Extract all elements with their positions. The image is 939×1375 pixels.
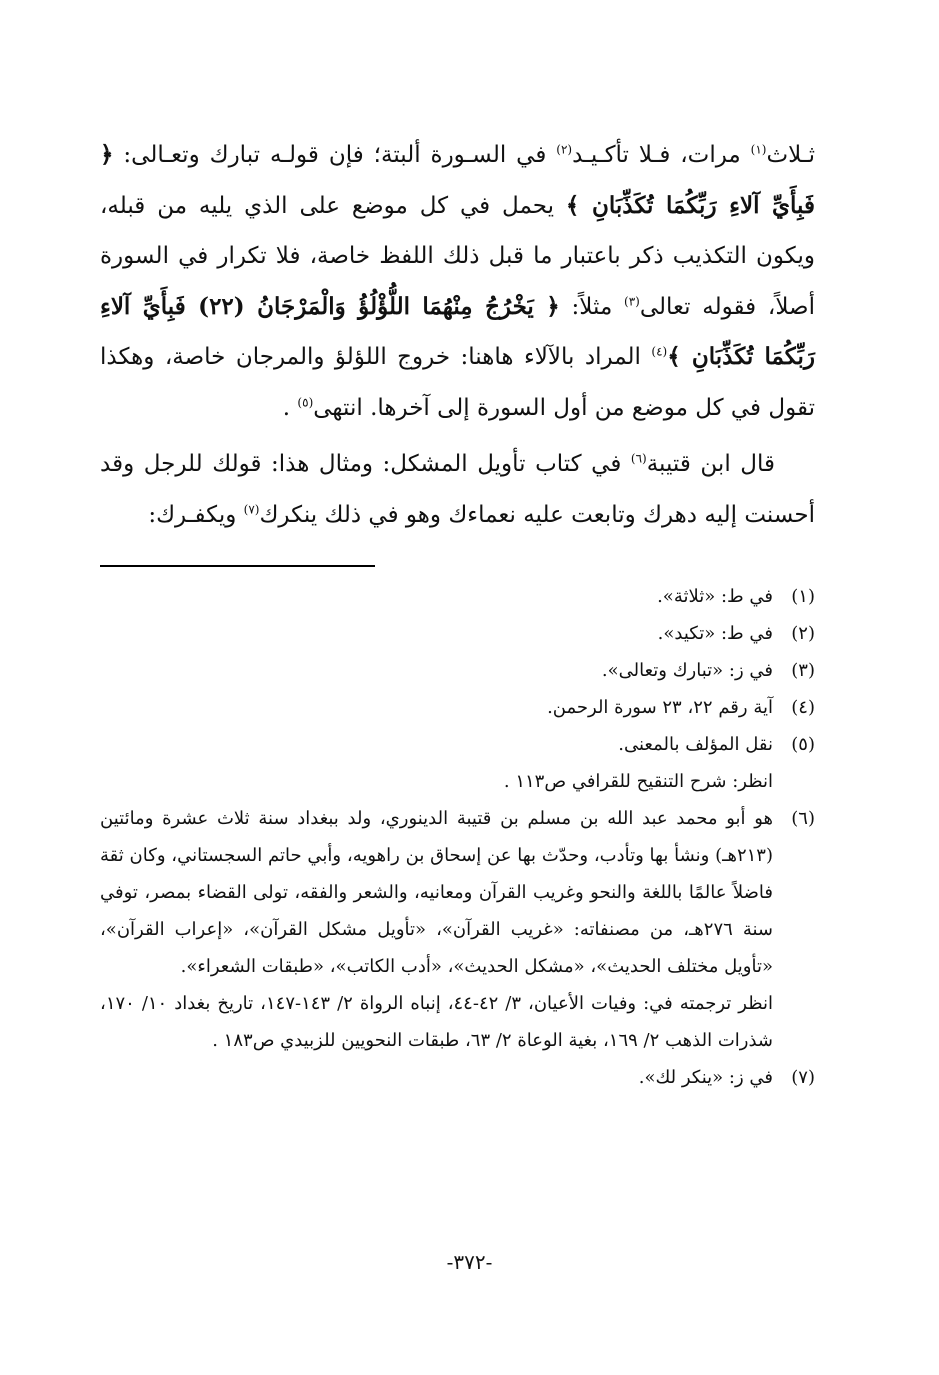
text-run: في السـورة ألبتة؛ فإن قولـه تبارك وتعـالى:: [113, 142, 557, 168]
text-run: قال ابن قتيبة: [646, 451, 775, 477]
footnote-4: [100, 689, 815, 726]
text-run: مثلاً:: [559, 293, 625, 320]
footnote-ref-5[interactable]: (٥): [297, 394, 314, 409]
footnote-6-reference: [100, 985, 815, 1059]
text-run: يحمل في كل موضع على الذي يليه من قبله، ويكون التكذيب ذكر باعتبار ما قبل ذلك اللفظ خاصة، فلا تكرار في السورة أصلاً، فقوله تعالى: [100, 192, 815, 320]
footnote-1: [100, 578, 815, 615]
footnote-6: [100, 800, 815, 985]
footnote-5-reference: [100, 763, 815, 800]
page-number: -٣٧٢-: [446, 1250, 493, 1274]
text-run: في كتاب تأويل المشكل: ومثال هذا: قولك للرجل وقد أحسنت إليه دهرك وتابعت عليه نعماءك وهو في ذلك ينكرك: [100, 451, 815, 528]
text-run: .: [282, 394, 298, 421]
footnote-text: هو أبو محمد عبد الله بن مسلم بن قتيبة الدينوري، ولد ببغداد سنة ثلاث عشرة ومائتين (٢١٣هـ) ونشأ بها وتأدب، وحدّث بها عن إسحاق بن راهويه، وأبي حاتم السجستاني، وكان ثقة فاضلاً عالمًا باللغة والنحو وغريب القرآن ومعانيه، والشعر والفقه، تولى القضاء بمصر، توفي سنة ٢٧٦هـ، من مصنفاته: «غريب القرآن»، «تأويل مشكل القرآن»، «إعراب القرآن»، «تأويل مختلف الحديث»، «مشكل الحديث»، «أدب الكاتب»، «طبقات الشعراء».: [100, 808, 774, 977]
footnote-number: (٦): [791, 808, 815, 829]
footnote-separator: [100, 565, 375, 567]
footnote-text: في ز: «تبارك وتعالى».: [601, 660, 773, 681]
quran-verse-1: ﴿ فَبِأَيِّ آلاءِ رَبِّكُمَا تُكَذِّبَانِ ﴾: [100, 141, 815, 219]
footnote-number: (٧): [791, 1067, 815, 1088]
footnote-text: آية رقم ٢٢، ٢٣ سورة الرحمن.: [547, 697, 773, 718]
footnote-3: [100, 652, 815, 689]
footnote-number: (٢): [791, 623, 815, 644]
footnote-2: [100, 615, 815, 652]
footnote-number: (٤): [791, 697, 815, 718]
footnote-7: [100, 1059, 815, 1096]
footnote-text: انظر ترجمته في: وفيات الأعيان، ٣/ ٤٢-٤٤، إنباه الرواة ٢/ ١٤٣-١٤٧، تاريخ بغداد ١٠/ ١٧٠، شذرات الذهب ٢/ ١٦٩، بغية الوعاة ٢/ ٦٣، طبقات النحويين للزبيدي ص١٨٣ .: [100, 993, 774, 1051]
text-run: ثـلاث: [766, 142, 815, 168]
text-run: ويكفـرك:: [148, 501, 244, 528]
footnote-ref-4[interactable]: (٤): [651, 344, 668, 359]
footnote-ref-3[interactable]: (٣): [624, 293, 640, 308]
paragraph-1: [100, 130, 815, 433]
footnote-number: (٥): [791, 734, 815, 755]
footnote-text: نقل المؤلف بالمعنى.: [618, 734, 773, 755]
footnote-number: (١): [791, 586, 815, 607]
footnote-text: في ط: «ثلاثة».: [657, 586, 773, 607]
text-run: مرات، فـلا تأكـيـد: [572, 142, 751, 168]
footnote-ref-6[interactable]: (٦): [630, 451, 647, 466]
footnote-number: (٣): [791, 660, 815, 681]
footnote-text: في ز: «ينكر لك».: [638, 1067, 773, 1088]
footnote-5: [100, 726, 815, 763]
page: [100, 130, 816, 1088]
paragraph-2: [100, 439, 815, 540]
text-run: المراد بالآلاء هاهنا: خروج اللؤلؤ والمرجان خاصة، وهكذا تقول في كل موضع من أول السورة إلى آخرها. انتهى: [100, 344, 815, 421]
quran-verse-2: ﴿ يَخْرُجُ مِنْهُمَا اللُّؤْلُؤُ وَالْمَرْجَانُ (٢٢) فَبِأَيِّ آلاءِ رَبِّكُمَا تُكَذِّبَانِ ﴾: [100, 292, 816, 370]
footnotes: [100, 578, 815, 1096]
footnote-ref-2[interactable]: (٢): [556, 142, 573, 157]
footnote-text: في ط: «تكيد».: [657, 623, 773, 644]
footnote-ref-7[interactable]: (٧): [243, 501, 260, 516]
main-text: [100, 130, 815, 540]
footnote-ref-1[interactable]: (١): [750, 142, 767, 157]
footnote-text: انظر: شرح التنقيح للقرافي ص١١٣ .: [503, 771, 773, 792]
